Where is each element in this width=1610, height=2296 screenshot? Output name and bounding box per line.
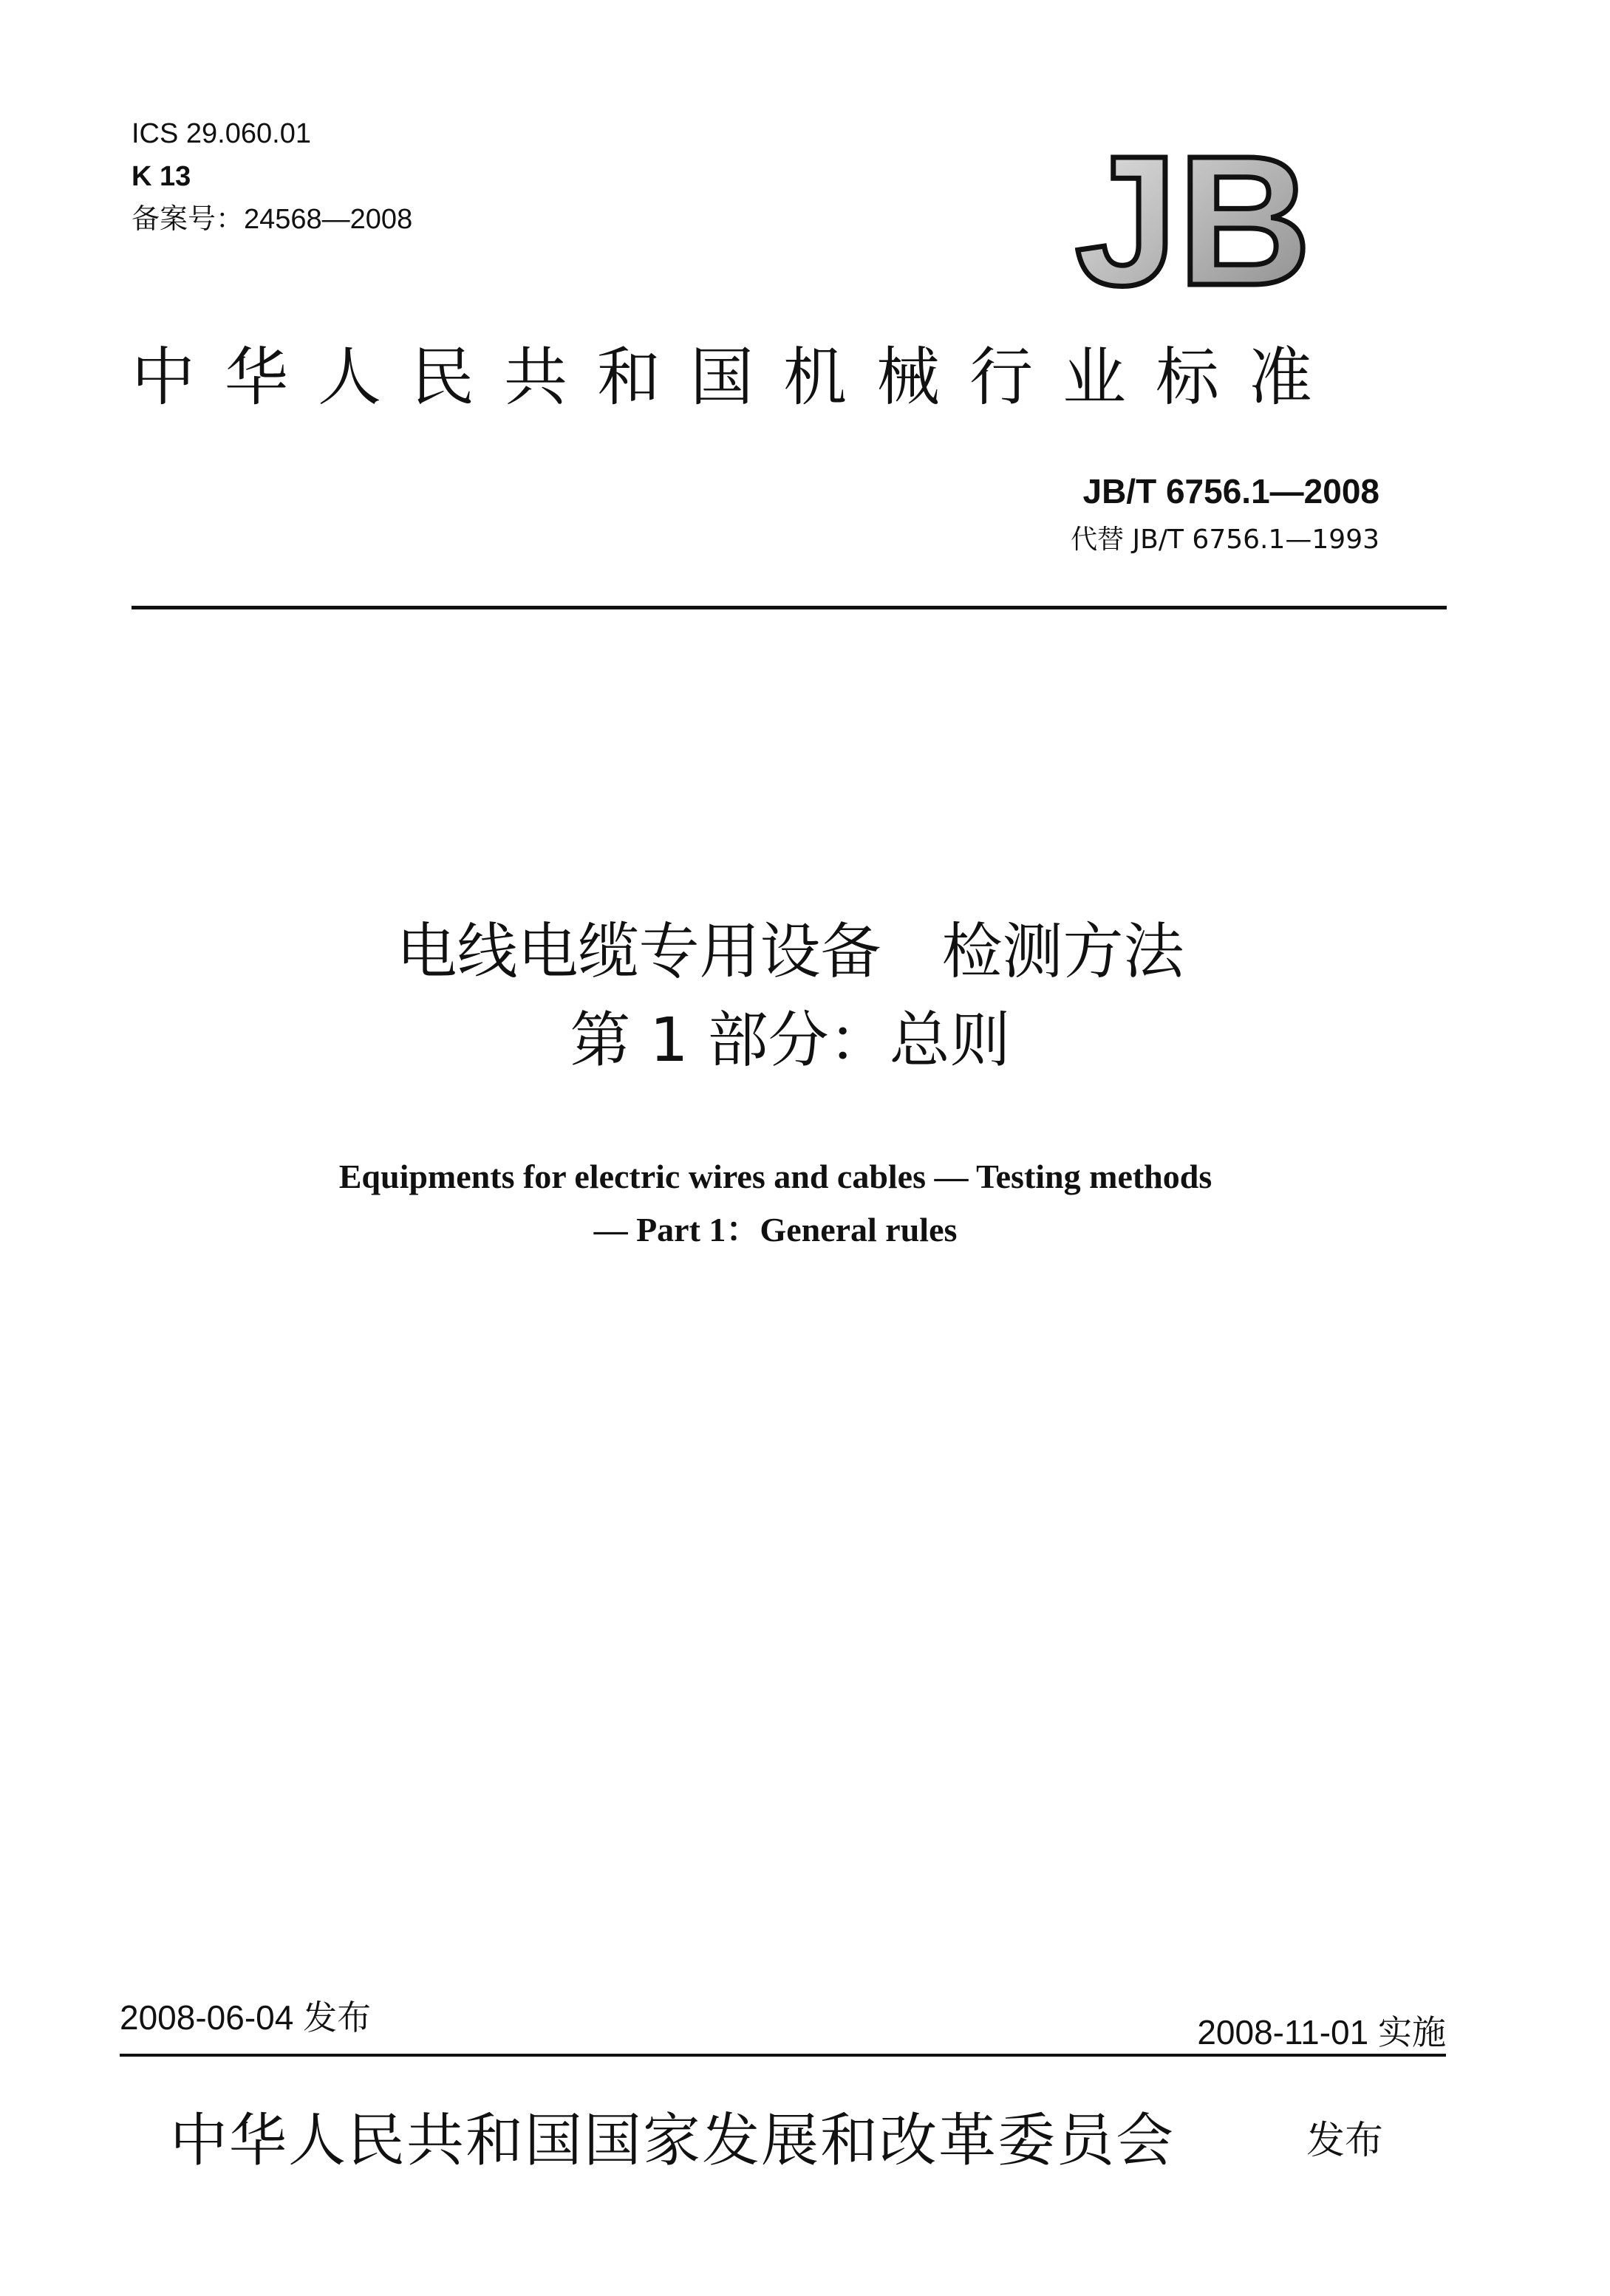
- implementation-date: 2008-11-01 实施: [1197, 2013, 1446, 2051]
- standard-type-title: 中华人民共和国机械行业标准: [132, 341, 1342, 414]
- ics-code: ICS 29.060.01: [132, 118, 311, 149]
- record-number: 备案号：24568—2008: [132, 204, 413, 235]
- issue-date: 2008-06-04 发布: [120, 1998, 372, 2037]
- issuing-authority: 中华人民共和国国家发展和改革委员会: [170, 2108, 1176, 2174]
- title-en-line1: Equipments for electric wires and cables — Testing methods: [338, 1158, 1212, 1195]
- logo-text: JB: [1075, 137, 1311, 303]
- title-cn-line2: 第 1 部分：总则: [570, 1005, 1011, 1076]
- issuer-suffix: 发布: [1306, 2119, 1384, 2163]
- header-divider: [132, 606, 1447, 609]
- standard-number: JB/T 6756.1—2008: [1082, 472, 1379, 510]
- title-en-line2: — Part 1：General rules: [593, 1211, 958, 1248]
- jb-logo: [1075, 137, 1371, 303]
- title-cn-line1: 电线电缆专用设备 检测方法: [396, 917, 1184, 987]
- category-code: K 13: [132, 161, 191, 192]
- footer-divider: [120, 2054, 1446, 2057]
- replaced-standard: 代替 JB/T 6756.1—1993: [1071, 525, 1379, 555]
